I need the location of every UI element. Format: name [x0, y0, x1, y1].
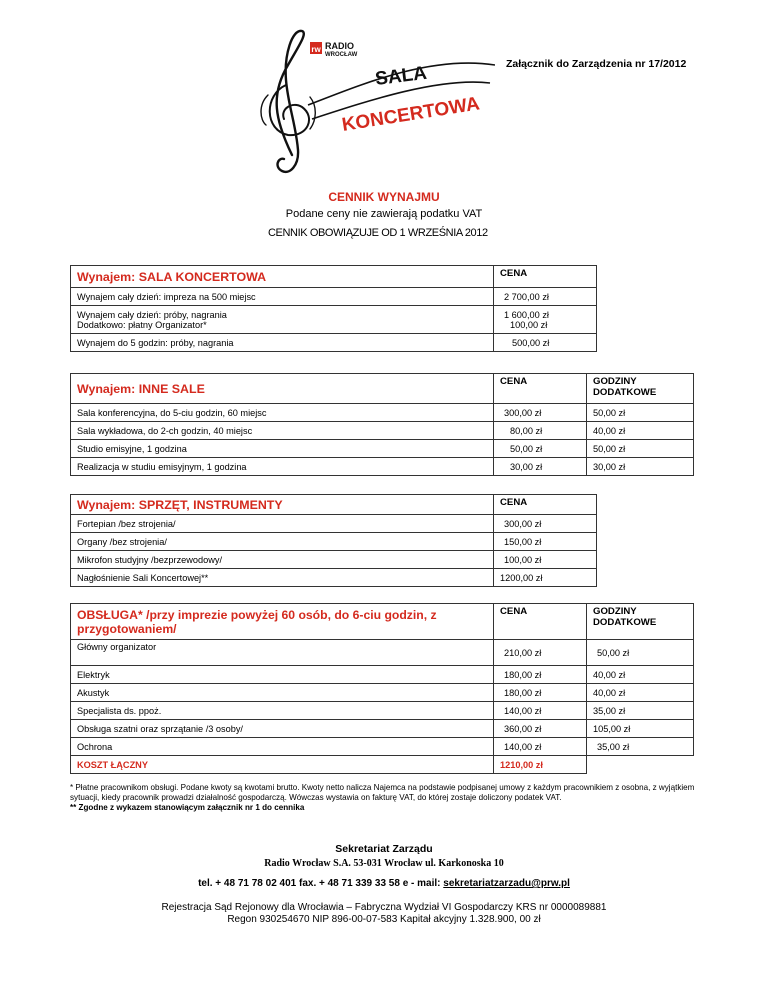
- row-label: Nagłośnienie Sali Koncertowej**: [71, 569, 494, 587]
- email-link[interactable]: sekretariatzarzadu@prw.pl: [443, 878, 570, 889]
- row-label: Fortepian /bez strojenia/: [71, 515, 494, 533]
- row-extra: 40,00 zł: [587, 666, 694, 684]
- table-header-row: [71, 266, 597, 288]
- table-row: [71, 288, 597, 306]
- logo-word-koncertowa: KONCERTOWA: [340, 93, 482, 136]
- row-price: 140,00 zł: [494, 702, 587, 720]
- row-extra: 105,00 zł: [587, 720, 694, 738]
- row-extra: 30,00 zł: [587, 458, 694, 476]
- row-price: 180,00 zł: [494, 684, 587, 702]
- court-registry: Rejestracja Sąd Rejonowy dla Wrocławia – Fabryczna Wydział VI Gospodarczy KRS nr 0000089881: [161, 902, 607, 913]
- table-row: [71, 440, 694, 458]
- row-label: Obsługa szatni oraz sprzątanie /3 osoby/: [71, 720, 494, 738]
- validity-note: CENNIK OBOWIĄZUJE OD 1 WRZEŚNIA 2012: [268, 227, 488, 239]
- staff-table: [70, 603, 694, 774]
- row-price: 50,00 zł: [494, 440, 587, 458]
- row-price: 500,00 zł: [494, 334, 597, 352]
- row-price: 360,00 zł: [494, 720, 587, 738]
- row-extra: 50,00 zł: [587, 640, 694, 666]
- row-price: 140,00 zł: [494, 738, 587, 756]
- row-label-line2: Dodatkowo: płatny Organizator*: [77, 319, 207, 330]
- company-address: Radio Wrocław S.A. 53-031 Wrocław ul. Karkonoska 10: [264, 858, 504, 869]
- price-list-title: CENNIK WYNAJMU: [328, 190, 440, 204]
- price-column-header: CENA: [494, 495, 597, 515]
- row-price: 1200,00 zł: [494, 569, 597, 587]
- logo-word-sala: SALA: [374, 62, 428, 90]
- row-price: 80,00 zł: [494, 422, 587, 440]
- contact-phones: tel. + 48 71 78 02 401 fax. + 48 71 339 33 58 e - mail:: [198, 878, 444, 889]
- row-price: [494, 306, 597, 334]
- footnotes: [70, 783, 700, 813]
- row-label: Wynajem do 5 godzin: próby, nagrania: [71, 334, 494, 352]
- vat-note: Podane ceny nie zawierają podatku VAT: [285, 208, 483, 220]
- row-label: Elektryk: [71, 666, 494, 684]
- row-label-line1: Wynajem cały dzień: próby, nagrania: [77, 309, 227, 320]
- row-label: Sala wykładowa, do 2-ch godzin, 40 miejsc: [71, 422, 494, 440]
- section-header: Wynajem: SPRZĘT, INSTRUMENTY: [71, 495, 494, 515]
- extra-hours-column-header: GODZINY DODATKOWE: [587, 604, 694, 640]
- table-row: [71, 738, 694, 756]
- footnote-staff: * Płatne pracownikom obsługi. Podane kwoty są kwotami brutto. Kwoty netto nalicza Najemca na podstawie podpisanej umowy z każdym pracownikiem z osobna, z wyjątkiem sytuacji, kiedy pracownik prowadzi działalność gospodarczą. Wówczas wystawia on fakturę VAT, do której zostaje doliczony podatek VAT.: [70, 783, 695, 802]
- row-label: Wynajem cały dzień: impreza na 500 miejsc: [71, 288, 494, 306]
- row-extra: 40,00 zł: [587, 422, 694, 440]
- table-row: [71, 684, 694, 702]
- other-rooms-table: [70, 373, 694, 476]
- table-header-row: [71, 495, 597, 515]
- price-column-header: CENA: [494, 374, 587, 404]
- table-header-row: [71, 374, 694, 404]
- row-price: 2 700,00 zł: [494, 288, 597, 306]
- section-header: Wynajem: INNE SALE: [71, 374, 494, 404]
- equipment-table: [70, 494, 597, 587]
- row-extra: 35,00 zł: [587, 738, 694, 756]
- svg-text:rw: rw: [311, 45, 321, 54]
- row-label: Mikrofon studyjny /bezprzewodowy/: [71, 551, 494, 569]
- row-label: [71, 306, 494, 334]
- table-row: [71, 458, 694, 476]
- table-row: [71, 640, 694, 666]
- table-row: [71, 666, 694, 684]
- total-label: KOSZT ŁĄCZNY: [71, 756, 494, 774]
- row-label: Ochrona: [71, 738, 494, 756]
- row-extra: 40,00 zł: [587, 684, 694, 702]
- row-label: Główny organizator: [71, 640, 494, 666]
- row-label: Realizacja w studiu emisyjnym, 1 godzina: [71, 458, 494, 476]
- total-row: [71, 756, 694, 774]
- tax-identifiers: Regon 930254670 NIP 896-00-07-583 Kapitał akcyjny 1.328.900, 00 zł: [227, 914, 541, 925]
- table-row: [71, 515, 597, 533]
- extra-hours-column-header: GODZINY DODATKOWE: [587, 374, 694, 404]
- row-price: 300,00 zł: [494, 404, 587, 422]
- table-row: [71, 422, 694, 440]
- row-label: Akustyk: [71, 684, 494, 702]
- row-label: Specjalista ds. ppoż.: [71, 702, 494, 720]
- concert-hall-table: [70, 265, 597, 352]
- table-row: [71, 720, 694, 738]
- row-price: 150,00 zł: [494, 533, 597, 551]
- row-price: 300,00 zł: [494, 515, 597, 533]
- treble-clef-icon: [261, 31, 315, 172]
- row-price: 30,00 zł: [494, 458, 587, 476]
- table-row: [71, 702, 694, 720]
- total-value: 1210,00 zł: [494, 756, 587, 774]
- table-row: [71, 569, 597, 587]
- footnote-sound: ** Zgodne z wykazem stanowiącym załącznik nr 1 do cennika: [70, 803, 305, 812]
- row-price-line1: 1 600,00 zł: [504, 309, 549, 320]
- row-label: Organy /bez strojenia/: [71, 533, 494, 551]
- row-extra: 50,00 zł: [587, 404, 694, 422]
- table-row: [71, 334, 597, 352]
- row-price: 180,00 zł: [494, 666, 587, 684]
- table-row: [71, 306, 597, 334]
- section-header: OBSŁUGA* /przy imprezie powyżej 60 osób, do 6-ciu godzin, z przygotowaniem/: [71, 604, 494, 640]
- annex-reference: Załącznik do Zarządzenia nr 17/2012: [506, 58, 687, 70]
- brand-city: WROCŁAW: [325, 52, 358, 58]
- row-label: Sala konferencyjna, do 5-ciu godzin, 60 miejsc: [71, 404, 494, 422]
- table-row: [71, 551, 597, 569]
- row-price: 100,00 zł: [494, 551, 597, 569]
- table-row: [71, 533, 597, 551]
- contact-line: [0, 878, 768, 889]
- row-extra: 50,00 zł: [587, 440, 694, 458]
- secretariat-label: Sekretariat Zarządu: [335, 843, 433, 855]
- section-header: Wynajem: SALA KONCERTOWA: [71, 266, 494, 288]
- row-label: Studio emisyjne, 1 godzina: [71, 440, 494, 458]
- row-price-line2: 100,00 zł: [510, 319, 548, 330]
- table-row: [71, 404, 694, 422]
- row-extra: 35,00 zł: [587, 702, 694, 720]
- price-column-header: CENA: [494, 604, 587, 640]
- brand-name: RADIO: [325, 41, 354, 51]
- sala-koncertowa-logo: [250, 25, 495, 185]
- table-header-row: [71, 604, 694, 640]
- price-column-header: CENA: [494, 266, 597, 288]
- row-price: 210,00 zł: [494, 640, 587, 666]
